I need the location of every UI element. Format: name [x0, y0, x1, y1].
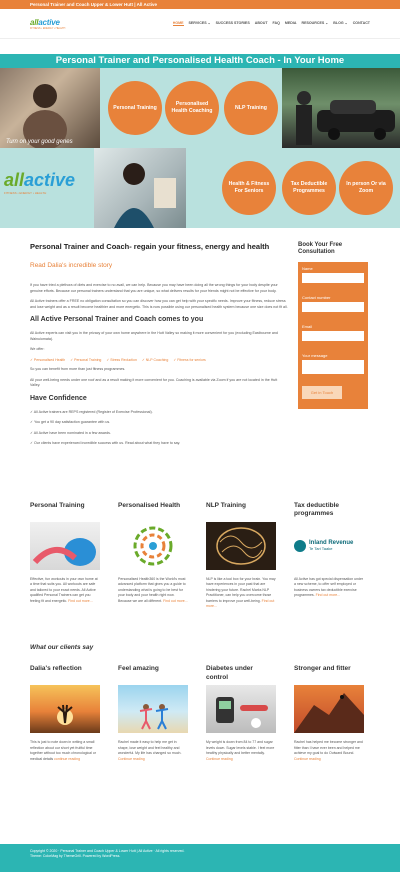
nav-about[interactable]: ABOUT — [254, 21, 268, 25]
client-cards — [0, 665, 400, 767]
card-text: This is just to note down in writing a small reflection about our short yet fruitful time together without too much chronological or medical details continue reading — [30, 740, 96, 761]
hero-logo — [4, 170, 94, 195]
hero-logo-b: active — [24, 170, 76, 190]
logo-word-b: active — [38, 17, 60, 27]
card-image-ird[interactable] — [294, 522, 364, 570]
confidence-list — [30, 410, 288, 447]
card-tax-deductible — [294, 502, 364, 615]
services-list — [30, 358, 288, 362]
logo-word-a: all — [30, 17, 39, 27]
hero-banner — [0, 54, 400, 68]
client-card-feel-amazing — [118, 665, 188, 767]
consultation-form — [298, 262, 368, 409]
story-link[interactable]: Read Dalia's incredible story — [30, 262, 113, 269]
logo-tagline: FITNESS • ENERGY • HEALTH — [30, 26, 66, 30]
hero-logo-a: all — [4, 170, 25, 190]
site-header — [0, 9, 400, 39]
card-image-climb[interactable] — [294, 685, 364, 733]
card-image-sunset[interactable] — [30, 685, 100, 733]
message-field[interactable] — [302, 360, 364, 374]
hero-photo-woman — [0, 68, 100, 148]
email-label: Email — [302, 324, 313, 330]
circle-tax-deductible[interactable]: Tax Deductible Programmes — [282, 161, 336, 215]
woman-silhouette — [0, 68, 100, 148]
message-label: Your message — [302, 353, 328, 359]
card-image-brain[interactable] — [206, 522, 276, 570]
clients-heading: What our clients say — [30, 644, 94, 652]
footer-copyright: Copyright © 2020 · Personal Trainer and Coach Upper & Lower Hutt | All Active · All rights reserved. — [30, 849, 185, 853]
photo-caption: Turn on your good genes — [6, 139, 73, 145]
card-title: NLP Training — [206, 501, 246, 509]
find-out-more-link[interactable]: Find out more... — [163, 598, 188, 603]
car-illustration — [282, 68, 400, 148]
card-image-glucose[interactable] — [206, 685, 276, 733]
card-text: Effective, fun workouts in your own home at a time that suits you. All workouts are safe and tailored to your exact needs. All Active qualified Personal Trainers can get you feeling fit and energetic. Find out more... — [30, 576, 98, 603]
contact-label: Contact number — [302, 295, 331, 301]
contact-field[interactable] — [302, 302, 364, 312]
card-personalised-health — [118, 502, 188, 615]
email-field[interactable] — [302, 331, 364, 341]
nav-resources[interactable]: RESOURCES ⌄ — [301, 21, 329, 25]
continue-reading-link[interactable]: Continue reading — [294, 756, 321, 761]
card-title: Dalia's reflection — [30, 665, 82, 673]
hero-photo-trainer — [94, 148, 186, 228]
name-field[interactable] — [302, 273, 364, 283]
card-text: Rachel has helped me become stronger and fitter than I have ever been and helped me achieve my goal to do Outward Bound. Continue reading — [294, 740, 363, 761]
sidebar — [298, 242, 368, 452]
wellbeing-paragraph: All your well-being needs under one roof and as a result making it more convenient for you. Coaching is available via Zoom if you are not located in the Hutt Valley. — [30, 377, 278, 388]
we-offer-label: We offer: — [30, 347, 45, 352]
hero-row-2 — [0, 148, 400, 228]
ird-name-maori: Te Tari Taake — [309, 546, 333, 552]
card-text: My weight is down from 84 to 77 and sugar levels down. Sugar levels stable. I feel more healthy physically and better mentally. Continue reading — [206, 740, 275, 761]
service-link-seniors[interactable]: ✓ Fitness for seniors — [173, 357, 206, 362]
services-cards — [0, 502, 400, 615]
card-image-training[interactable] — [30, 522, 100, 570]
card-title: Personal Training — [30, 501, 85, 509]
find-out-more-link[interactable]: Find out more... — [206, 598, 275, 608]
card-text: Rachel made it easy to help me get in shape, lose weight and feel healthy and wonderful. My life has changed so much. Continue reading — [118, 740, 182, 761]
site-logo[interactable] — [30, 18, 65, 30]
circle-zoom[interactable]: In person Or via Zoom — [339, 161, 393, 215]
ird-logo-icon — [294, 540, 306, 552]
hero-row-1 — [0, 68, 400, 148]
nav-services[interactable]: SERVICES ⌄ — [188, 21, 211, 25]
trainer-silhouette — [94, 148, 186, 228]
nav-success-stories[interactable]: SUCCESS STORIES — [215, 21, 250, 25]
nav-contact[interactable]: CONTACT — [352, 21, 370, 25]
service-link-stress[interactable]: ✓ Stress Reduction — [106, 357, 137, 362]
nav-faq[interactable]: FAQ — [272, 21, 280, 25]
footer-credits: Theme: ColorMag by ThemeGrill. Powered by WordPress. — [30, 854, 121, 859]
find-out-more-link[interactable]: Find out more... — [315, 593, 341, 598]
benefit-paragraph: So you can benefit from more than just fitness programmes. — [30, 366, 126, 371]
card-title: Personalised Health — [118, 501, 181, 509]
check-item: ✓ You get a 90 day satisfaction guarantee with us. — [30, 420, 111, 425]
hero-logo-tagline: FITNESS • ENERGY • HEALTH — [4, 191, 47, 195]
circle-seniors[interactable]: Health & Fitness For Seniors — [222, 161, 276, 215]
card-title: Tax deductible programmes — [294, 501, 340, 518]
main-content — [0, 242, 400, 452]
card-image-health[interactable] — [118, 522, 188, 570]
client-card-diabetes — [206, 665, 276, 767]
hero-photo-car — [282, 68, 400, 148]
nav-media[interactable]: MEDIA — [284, 21, 297, 25]
nav-home[interactable]: HOME — [172, 21, 184, 25]
main-column — [30, 242, 288, 452]
service-link-training[interactable]: ✓ Personal Training — [70, 357, 102, 362]
card-title: Feel amazing — [118, 665, 159, 673]
card-text: All Active has got special dispensation under a new scheme, to offer self employed or business owners tax deductible exercise programmes. Find out more... — [294, 576, 364, 598]
intro-paragraph: If you have tried a plethora of diets and exercise to no avail, we can help. Because you may have been doing all the wrong things for your body despite your genuine efforts. Because our personal trainers understand that you are unique, so what delivers results for your friends might not be effective for your body. — [30, 283, 278, 293]
visit-paragraph: All Active experts can visit you in the privacy of your own home anywhere in the Hutt Valley so making it more convenient for you (excluding Eastbourne and Wainuiomata). — [30, 331, 278, 341]
nav-blog[interactable]: BLOG ⌄ — [333, 21, 348, 25]
topbar: Personal Trainer and Coach Upper & Lower Hutt | All Active — [0, 0, 400, 9]
find-out-more-link[interactable]: Find out more... — [68, 598, 93, 603]
service-link-nlp[interactable]: ✓ NLP Coaching — [141, 357, 169, 362]
card-personal-training — [30, 502, 100, 615]
card-nlp-training — [206, 502, 276, 615]
get-in-touch-button[interactable]: Get in Touch — [302, 386, 342, 399]
continue-reading-link[interactable]: Continue reading — [118, 756, 145, 761]
circle-health-coaching[interactable]: Personalised Health Coaching — [165, 81, 219, 135]
card-text: Personalised Health360 is the World's most advanced platform that gives you a guide to understanding what is going to be best for your body and your health right now. Because we are all different. Find out more... — [118, 576, 188, 603]
client-card-dalia — [30, 665, 100, 767]
circle-personal-training[interactable]: Personal Training — [108, 81, 162, 135]
continue-reading-link[interactable]: continue reading — [54, 756, 81, 761]
section-heading-confidence: Have Confidence — [30, 394, 87, 402]
consultation-paragraph: All Active trainers offer a FREE no obligation consultation so you can discover how you can get help with your specific needs. Improve your fitness, reduce stress and lose weight and as a result become healthier and more energetic. This is now possible using our personalised health system because one size does not fit all. — [30, 299, 288, 309]
check-item: ✓ All Active have been nominated in a few awards. — [30, 430, 111, 435]
continue-reading-link[interactable]: Continue reading — [206, 756, 233, 761]
service-link-health[interactable]: ✓ Personalised Health — [30, 357, 66, 362]
card-text: NLP is like a tool box for your brain. You may have experiences in your past that are hindering your future. Rachel Marks NLP Practitioner, can help you overcome those barriers to improve your well-being. Find out more... — [206, 576, 276, 608]
check-item: ✓ Our clients have experienced incredible success with us. Read about what they have to say. — [30, 441, 181, 446]
card-title: Diabetes under control — [206, 665, 253, 681]
card-title: Stronger and fitter — [294, 665, 351, 673]
circle-nlp-training[interactable]: NLP Training — [224, 81, 278, 135]
site-footer — [0, 844, 400, 872]
page-title: Personal Trainer and Coach- regain your fitness, energy and health — [30, 242, 270, 251]
ird-name: Inland Revenue — [309, 540, 354, 547]
sidebar-title: Book Your Free Consultation — [298, 242, 343, 256]
hero-title: Personal Trainer and Personalised Health Coach - In Your Home — [55, 55, 345, 66]
card-image-beach[interactable] — [118, 685, 188, 733]
check-item: ✓ All Active trainers are REPS registered (Register of Exercise Professional). — [30, 409, 153, 414]
client-card-stronger — [294, 665, 364, 767]
main-nav — [173, 21, 370, 26]
name-label: Name — [302, 266, 313, 272]
section-heading-comes-to-you: All Active Personal Trainer and Coach comes to you — [30, 316, 204, 324]
